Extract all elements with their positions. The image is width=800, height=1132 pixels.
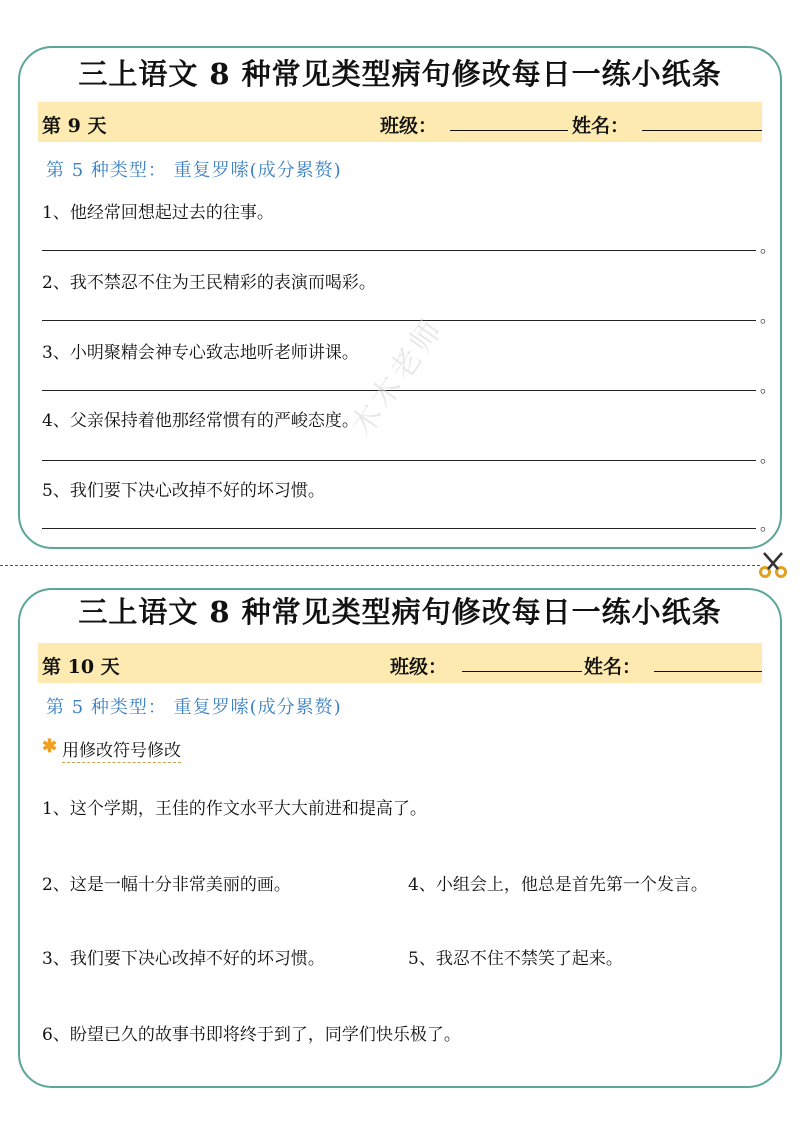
- answer-period: 。: [760, 515, 777, 534]
- question-2: 2、这是一幅十分非常美丽的画。: [42, 875, 291, 895]
- name-field[interactable]: [642, 130, 762, 131]
- answer-line-4[interactable]: [42, 460, 756, 461]
- question-5: 5、我忍不住不禁笑了起来。: [408, 949, 623, 969]
- day-label: 第 9 天: [42, 115, 107, 137]
- cut-line: [0, 565, 760, 566]
- question-3: 3、小明聚精会神专心致志地听老师讲课。: [42, 343, 359, 363]
- answer-line-1[interactable]: [42, 250, 756, 251]
- header-bar: [38, 643, 762, 683]
- watermark: 木木老师: [344, 311, 452, 443]
- type-heading: 第 5 种类型： 重复罗嗦(成分累赘): [46, 697, 342, 718]
- worksheet-card-day-10: [18, 588, 782, 1088]
- instruction: 用修改符号修改: [62, 736, 181, 763]
- name-label: 姓名：: [584, 656, 642, 678]
- worksheet-title: 三上语文 8 种常见类型病句修改每日一练小纸条: [78, 595, 722, 629]
- class-field[interactable]: [462, 671, 582, 672]
- name-field[interactable]: [654, 671, 762, 672]
- question-3: 3、我们要下决心改掉不好的坏习惯。: [42, 949, 325, 969]
- asterisk-icon: ✱: [42, 736, 58, 757]
- header-bar: [38, 102, 762, 142]
- answer-period: 。: [760, 237, 777, 256]
- class-label: 班级：: [380, 115, 438, 137]
- name-label: 姓名：: [572, 115, 630, 137]
- answer-line-5[interactable]: [42, 528, 756, 529]
- type-heading: 第 5 种类型： 重复罗嗦(成分累赘): [46, 160, 342, 181]
- question-2: 2、我不禁忍不住为王民精彩的表演而喝彩。: [42, 273, 376, 293]
- question-4: 4、父亲保持着他那经常惯有的严峻态度。: [42, 411, 359, 431]
- question-5: 5、我们要下决心改掉不好的坏习惯。: [42, 481, 325, 501]
- question-1: 1、他经常回想起过去的往事。: [42, 203, 274, 223]
- class-field[interactable]: [450, 130, 568, 131]
- answer-period: 。: [760, 307, 777, 326]
- question-6: 6、盼望已久的故事书即将终于到了，同学们快乐极了。: [42, 1025, 461, 1045]
- answer-period: 。: [760, 377, 777, 396]
- class-label: 班级：: [390, 656, 448, 678]
- worksheet-card-day-9: [18, 46, 782, 549]
- day-label: 第 10 天: [42, 656, 120, 678]
- question-4: 4、小组会上，他总是首先第一个发言。: [408, 875, 708, 895]
- question-1: 1、这个学期，王佳的作文水平大大前进和提高了。: [42, 799, 427, 819]
- scissors-icon: [758, 550, 788, 580]
- answer-line-2[interactable]: [42, 320, 756, 321]
- answer-period: 。: [760, 447, 777, 466]
- worksheet-title: 三上语文 8 种常见类型病句修改每日一练小纸条: [78, 57, 722, 91]
